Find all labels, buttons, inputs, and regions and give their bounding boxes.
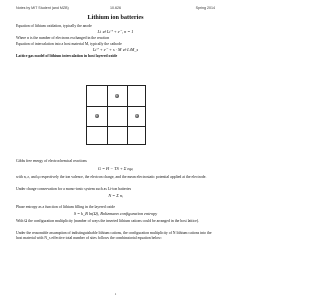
paragraph-multiplicity: With Ω the configuration multiplicity (number of ways the inserted lithium cations could be arranged in the host lattice). <box>16 219 200 223</box>
lithium-atom <box>115 94 120 99</box>
lattice-heading: Lattice gas model of lithium intercalation in host layered oxide <box>16 54 118 58</box>
lithium-atom <box>135 114 140 119</box>
grid-line <box>127 86 128 144</box>
paragraph-combinatorial: Under the reasonable assumption of indistinguishable lithium cations, the configuration multiplicity of N lithium cations into the host material with N_s effective total number of sites follows the combinatorial equation below: <box>16 231 212 240</box>
paragraph-variables: with n, ε, and φ respectively the ion valence, the electron charge, and the mean electrostatic potential applied at the electrode. <box>16 175 207 179</box>
paragraph-entropy: Phase entropy as a function of lithium filling in the layered oxide <box>16 205 116 209</box>
paragraph-oxidation: Equation of lithium oxidation, typically the anode <box>16 24 92 28</box>
header-author: Notes by MIT Student (and MZB) <box>16 6 69 10</box>
header-course: 10.626 <box>110 6 121 10</box>
paragraph-gibbs: Gibbs free energy of electrochemical reactions <box>16 159 87 163</box>
lattice-diagram <box>86 85 146 145</box>
equation-gibbs: G = H − TS + Σ nᵢμᵢ <box>97 166 134 171</box>
paragraph-intercalation: Equation of intercalation into a host material M, typically the cathode <box>16 42 122 46</box>
header-term: Spring 2014 <box>195 6 215 10</box>
equation-oxidation: Li ⇌ Li⁺ + e⁻, n = 1 <box>97 29 134 34</box>
paragraph-charge: Under charge conservation for a mono-ionic system such as Li-ion batteries <box>16 187 132 191</box>
paragraph-electrons: Where n is the number of electrons exchanged in the reaction <box>16 36 110 40</box>
lithium-atom <box>95 114 100 119</box>
equation-charge: N = Σ nᵢ <box>108 193 123 198</box>
equation-intercalation: Li⁺ + e⁻ + s · M ⇌ LiM_s <box>92 47 139 52</box>
page-header <box>16 6 215 14</box>
grid-line <box>87 106 145 107</box>
grid-line <box>107 86 108 144</box>
page-title: Lithium ion batteries <box>87 14 144 21</box>
equation-entropy: S = k_B ln(Ω), Boltzmann configuration entropy <box>73 211 158 216</box>
grid-line <box>87 126 145 127</box>
page-number: 1 <box>114 292 117 296</box>
